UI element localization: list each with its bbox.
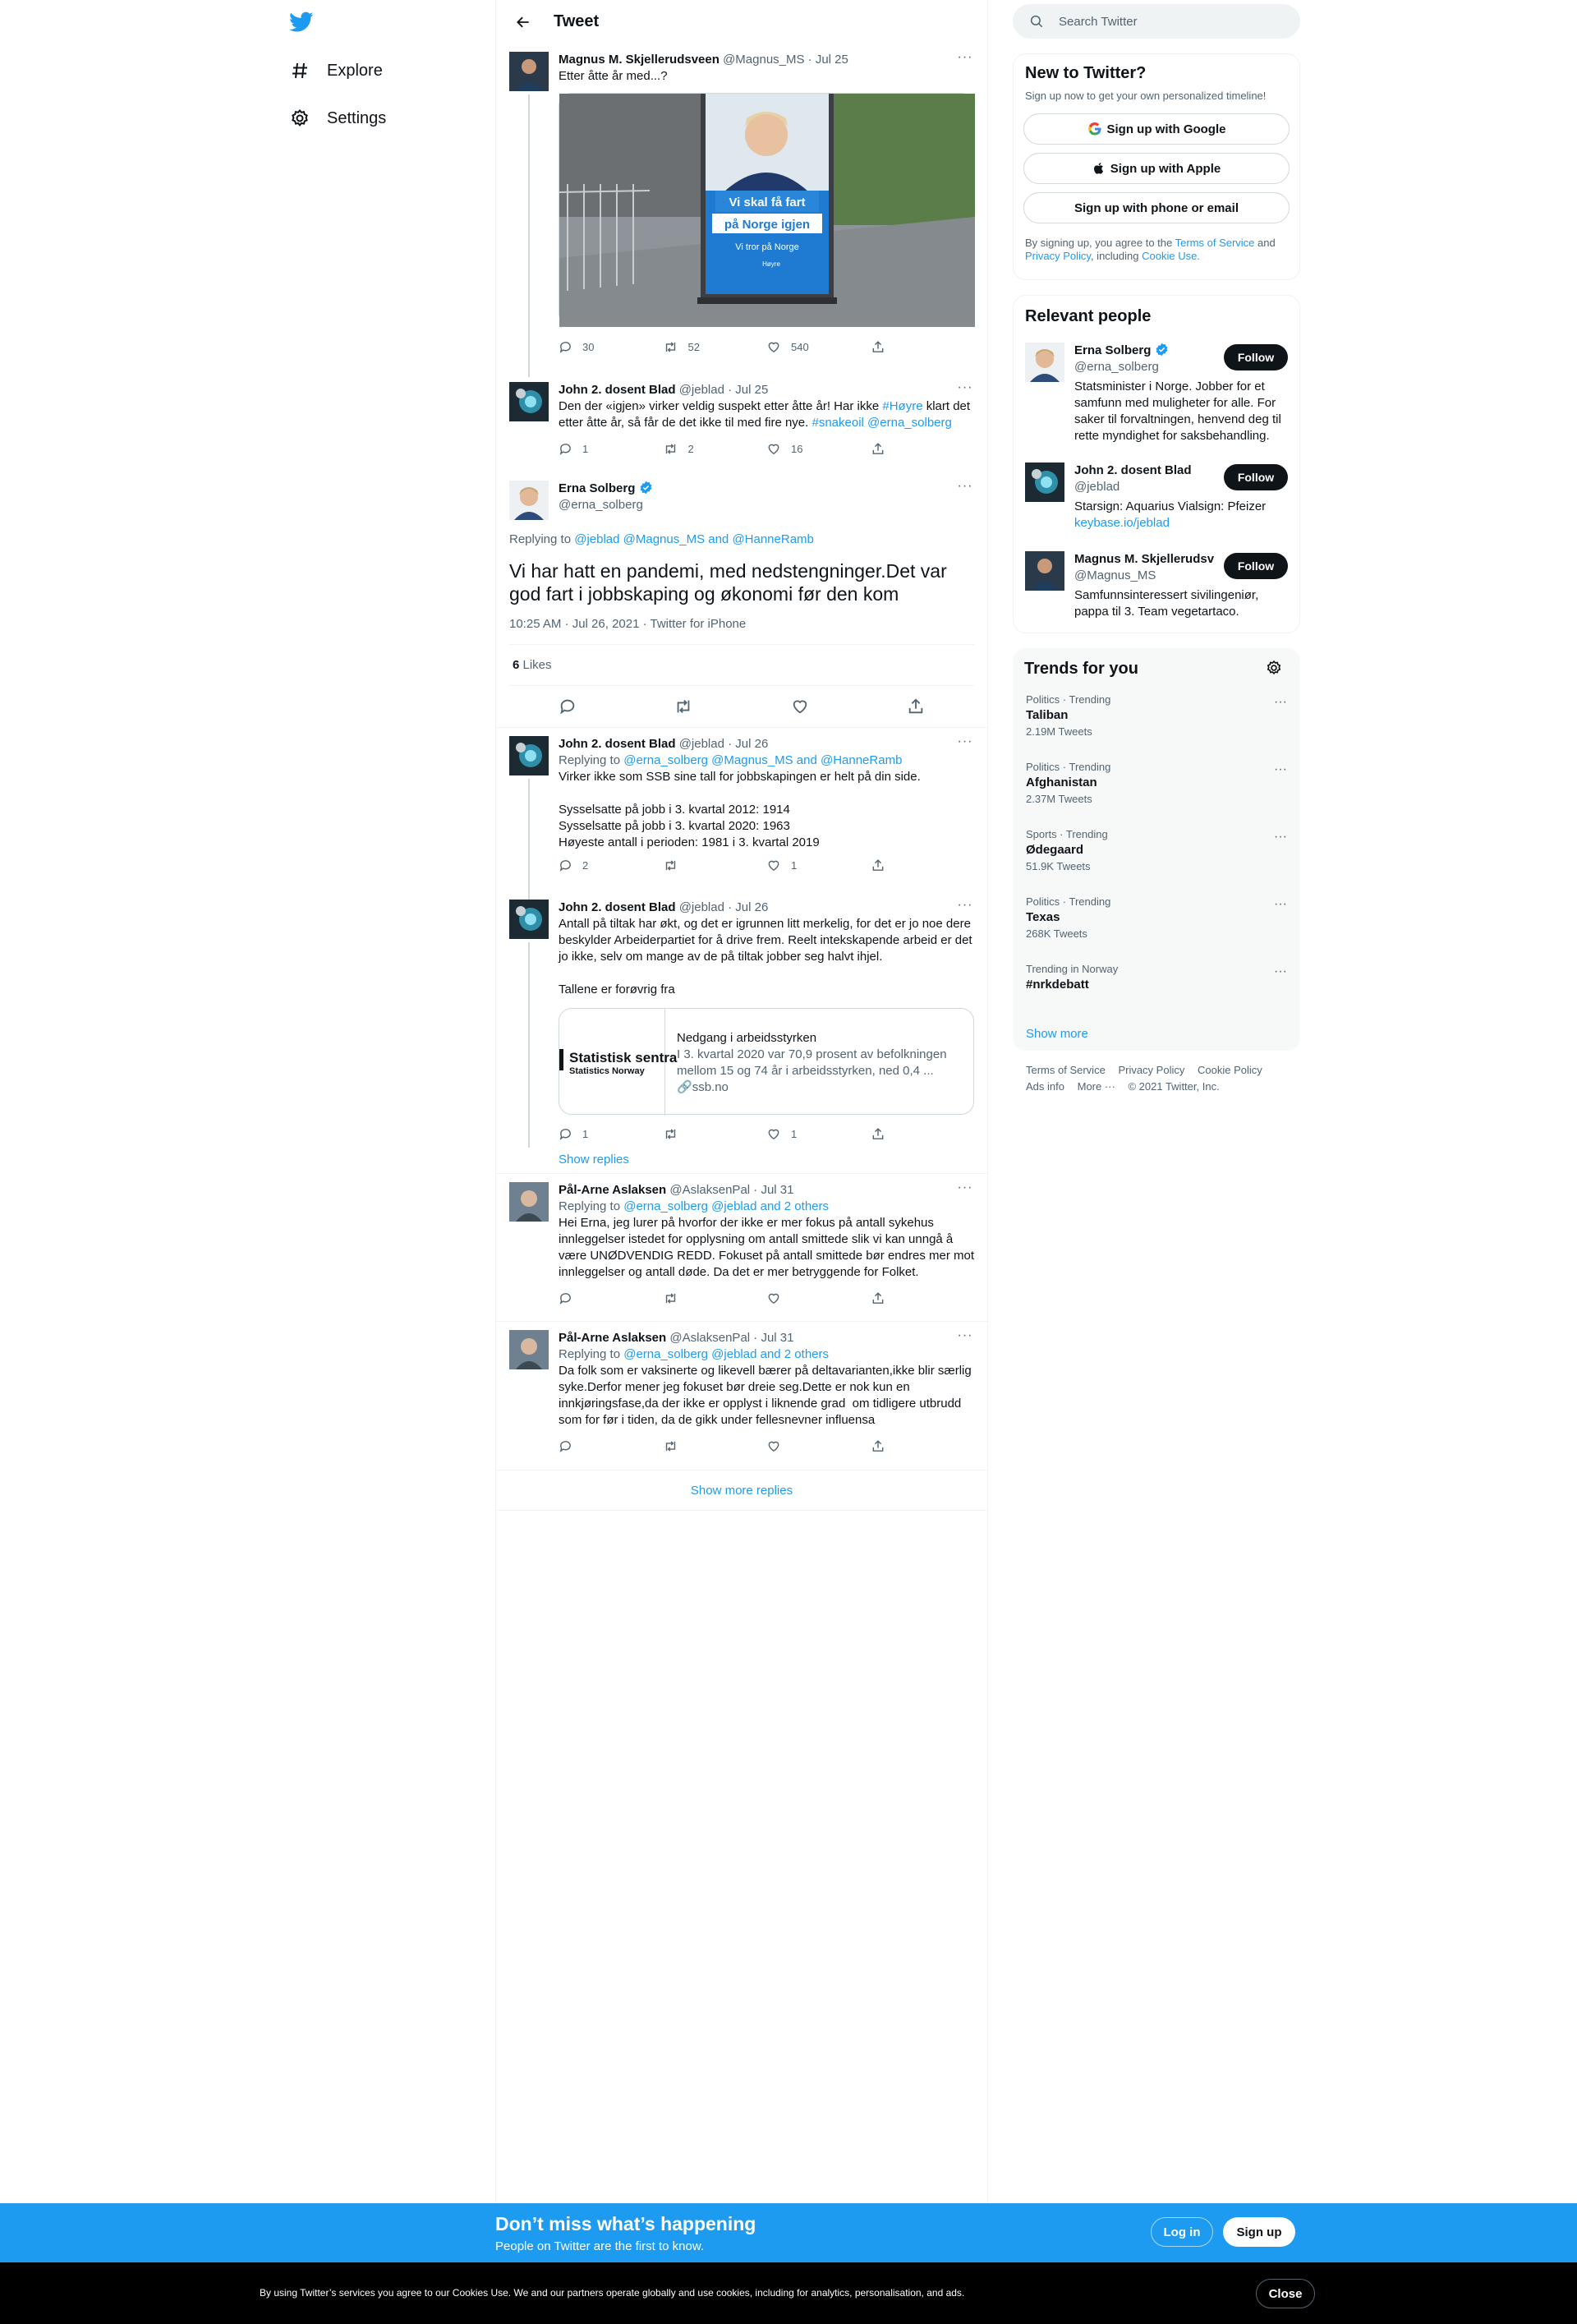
copyright: © 2021 Twitter, Inc.	[1128, 1080, 1220, 1093]
retweet-icon	[663, 340, 678, 354]
more-icon[interactable]: ···	[957, 1180, 973, 1194]
replying-to: Replying to @erna_solberg @jeblad and 2 others	[559, 1347, 829, 1361]
signup-title: New to Twitter?	[1025, 64, 1147, 82]
tweet-text: Hei Erna, jeg lurer på hvorfor der ikke er mer fokus på antall sykehus innleggelser istedet for opplysning om antall smittede slik vi kan unngå å være UNØDVENDIG REDD. Fokuset på antall smittede bør endres mer mot innleggelser og antall døde. Da det er mer betryggende for Folket.	[559, 1216, 978, 1279]
tweet-actions	[559, 1284, 974, 1312]
mention-link[interactable]: @erna_solberg	[867, 416, 952, 430]
follow-button[interactable]: Follow	[1224, 553, 1288, 579]
trend-item[interactable]	[1013, 887, 1300, 955]
show-replies-link[interactable]: Show replies	[496, 1148, 987, 1174]
person-handle: @erna_solberg	[1074, 360, 1159, 374]
thread-connector	[528, 779, 530, 902]
trend-name: #nrkdebatt	[1026, 978, 1089, 992]
trend-count: 268K Tweets	[1026, 927, 1087, 940]
replying-to: Replying to @jeblad @Magnus_MS and @HanneRamb	[509, 532, 814, 546]
twitter-logo-icon[interactable]	[289, 12, 315, 35]
hashtag-icon	[289, 60, 310, 81]
cookie-banner	[0, 2262, 1577, 2324]
avatar[interactable]	[1025, 462, 1064, 502]
trends-show-more[interactable]: Show more	[1026, 1027, 1088, 1041]
follow-button[interactable]: Follow	[1224, 464, 1288, 490]
thread-connector	[528, 94, 530, 377]
reply-icon	[559, 442, 572, 456]
show-more-replies-link[interactable]: Show more replies	[496, 1470, 987, 1511]
retweet-icon	[663, 1291, 678, 1305]
tweet-timestamp[interactable]: 10:25 AM · Jul 26, 2021 · Twitter for iPhone	[509, 617, 974, 645]
retweet-icon	[663, 1127, 678, 1141]
replying-to-links[interactable]: @erna_solberg @jeblad and 2 others	[623, 1347, 829, 1361]
link-card[interactable]	[559, 1008, 974, 1115]
signup-subtitle: Sign up now to get your own personalized timeline!	[1025, 90, 1267, 102]
verified-badge-icon	[639, 481, 653, 495]
share-button[interactable]	[871, 442, 975, 456]
login-button[interactable]: Log in	[1151, 2217, 1213, 2247]
back-arrow-icon[interactable]	[509, 8, 537, 36]
reply-button[interactable]: 1	[559, 442, 663, 456]
card-title: Nedgang i arbeidsstyrken	[677, 1031, 817, 1045]
footer-links	[1013, 1051, 1300, 1107]
heart-icon	[766, 1291, 781, 1305]
signup-terms: By signing up, you agree to the Terms of Service and Privacy Policy, including Cookie Use.	[1025, 237, 1276, 262]
share-icon	[871, 1291, 885, 1305]
tweet-actions	[559, 851, 974, 879]
trend-name: Afghanistan	[1026, 775, 1097, 789]
author-meta[interactable]: @jeblad · Jul 25	[678, 383, 769, 397]
signup-google-button[interactable]: Sign up with Google	[1023, 113, 1290, 145]
more-icon[interactable]: ···	[1274, 964, 1287, 978]
retweet-button[interactable]	[663, 858, 767, 872]
signup-button[interactable]: Sign up	[1223, 2217, 1295, 2247]
trend-name: Texas	[1026, 910, 1060, 924]
more-icon[interactable]: ···	[1274, 830, 1287, 844]
avatar[interactable]	[1025, 551, 1064, 591]
reply-tweet[interactable]	[496, 891, 987, 1148]
trend-name: Ødegaard	[1026, 843, 1084, 857]
page-title: Tweet	[554, 12, 600, 30]
like-button[interactable]	[766, 1439, 871, 1453]
trend-context: Sports · Trending	[1026, 828, 1108, 840]
tweet-actions	[559, 1432, 974, 1460]
share-icon	[871, 1127, 885, 1141]
author-meta[interactable]: @jeblad · Jul 26	[678, 737, 769, 751]
main-column	[495, 0, 988, 2203]
hashtag-link[interactable]: #Høyre	[882, 399, 923, 413]
author-name[interactable]: John 2. dosent Blad	[559, 383, 676, 397]
reply-button[interactable]: 2	[559, 858, 663, 872]
share-icon[interactable]	[907, 697, 925, 716]
gear-icon[interactable]	[1266, 660, 1282, 676]
author-meta[interactable]: @AslaksenPal · Jul 31	[669, 1183, 794, 1197]
likes-summary[interactable]: 6 Likes	[509, 645, 974, 686]
avatar[interactable]	[1025, 343, 1064, 382]
terms-link[interactable]: Terms of Service	[1175, 237, 1255, 249]
share-button[interactable]	[871, 1127, 975, 1141]
nav-explore-label: Explore	[327, 61, 383, 80]
tweet-text: Den der «igjen» virker veldig suspekt etter åtte år! Har ikke #Høyre klart det etter åtte år, så får de det ikke til med fire nye. #snakeoil @erna_solberg	[559, 399, 974, 430]
hashtag-link[interactable]: #snakeoil	[811, 416, 864, 430]
author-name[interactable]: John 2. dosent Blad	[559, 900, 676, 914]
avatar[interactable]	[509, 1330, 549, 1369]
cookie-close-button[interactable]: Close	[1256, 2279, 1315, 2308]
poster-text-3: Vi tror på Norge	[735, 242, 799, 252]
reply-button[interactable]	[559, 1291, 663, 1305]
reply-icon[interactable]	[559, 697, 577, 716]
thread-tweet[interactable]	[496, 44, 987, 374]
avatar[interactable]	[509, 900, 549, 939]
replying-to-links[interactable]: @erna_solberg @Magnus_MS and @HanneRamb	[623, 753, 903, 767]
trend-context: Politics · Trending	[1026, 761, 1111, 773]
reply-icon	[559, 1439, 572, 1453]
cookie-use-link[interactable]: Cookie Use.	[1142, 250, 1200, 262]
card-thumbnail	[559, 1009, 678, 1116]
trend-item[interactable]	[1013, 820, 1300, 887]
like-button[interactable]: 1	[766, 858, 871, 872]
person-handle: @Magnus_MS	[1074, 568, 1156, 582]
more-icon[interactable]: ···	[1274, 897, 1287, 911]
tweet-text: Da folk som er vaksinerte og likevell bærer på deltavarianten,ikke blir særlig syke.Derfor mener jeg fokuset bør dreie seg.Dette er nok kun en innkjøringsfase,da der ikke er opplyst i liknende grad om tidligere utbrudd som for før i tiden, da de gikk under fellesnevner influensa	[559, 1364, 975, 1427]
trend-name: Taliban	[1026, 708, 1069, 722]
signup-phone-button[interactable]: Sign up with phone or email	[1023, 192, 1290, 223]
reply-tweet[interactable]	[496, 1322, 987, 1470]
reply-icon	[559, 1291, 572, 1305]
retweet-icon	[663, 442, 678, 456]
relevant-people-title: Relevant people	[1025, 307, 1152, 325]
like-button[interactable]	[766, 340, 871, 354]
reply-count: 30	[582, 340, 595, 353]
share-icon	[871, 1439, 885, 1453]
cookie-text: By using Twitter’s services you agree to our Cookies Use. We and our partners operate globally and use cookies, including for analytics, personalisation, and ads.	[260, 2287, 965, 2299]
search-input[interactable]	[1013, 4, 1300, 39]
trend-context: Politics · Trending	[1026, 693, 1111, 706]
more-icon[interactable]: ···	[957, 734, 973, 748]
tweet-actions	[509, 686, 974, 727]
footer-link[interactable]: Ads info	[1026, 1080, 1064, 1093]
card-logo-subtext: Statistics Norway	[569, 1066, 645, 1076]
share-icon	[871, 340, 885, 354]
retweet-count: 52	[687, 340, 700, 353]
like-count: 540	[791, 340, 809, 353]
avatar[interactable]	[509, 736, 549, 775]
footer-link[interactable]: Cookie Policy	[1197, 1064, 1262, 1076]
retweet-icon[interactable]	[674, 697, 692, 716]
share-button[interactable]	[871, 858, 975, 872]
nav-settings[interactable]	[289, 102, 386, 135]
trend-count: 2.19M Tweets	[1026, 725, 1092, 738]
tweet-actions	[559, 435, 974, 462]
signup-panel	[1013, 53, 1300, 280]
person-card[interactable]	[1014, 453, 1299, 541]
more-icon[interactable]: ···	[957, 50, 973, 64]
retweet-button[interactable]	[663, 1127, 767, 1141]
search-icon	[1029, 14, 1044, 29]
heart-icon	[766, 1127, 781, 1141]
retweet-button[interactable]	[663, 1439, 767, 1453]
heart-icon	[766, 442, 781, 456]
person-name[interactable]: Erna Solberg	[1074, 343, 1152, 357]
right-sidebar	[1013, 0, 1300, 1107]
tweet-actions	[559, 1120, 974, 1148]
replying-to-links[interactable]: @erna_solberg @jeblad and 2 others	[623, 1199, 829, 1213]
reply-button[interactable]	[559, 340, 663, 354]
more-icon[interactable]: ···	[957, 898, 973, 912]
trend-count: 51.9K Tweets	[1026, 860, 1091, 872]
google-icon	[1087, 122, 1102, 136]
author-name[interactable]: Erna Solberg	[559, 481, 636, 495]
tweet-text: Antall på tiltak har økt, og det er igrunnen litt merkelig, for det er jo noe dere beskylder Arbeiderpartiet for å drive frem. Reelt intekskapende arbeid er det jo ikke, selv om mange av de på tiltak jobber seg halvt ihjel. Tallene er forøvrig fra	[559, 917, 972, 996]
avatar[interactable]	[509, 481, 549, 520]
footer-link[interactable]: More ···	[1077, 1080, 1115, 1093]
tweet-text: Vi har hatt en pandemi, med nedstengninger.Det var god fart i jobbskaping og økonomi før den kom	[509, 560, 947, 605]
heart-icon	[766, 858, 781, 872]
bio-link[interactable]: keybase.io/jeblad	[1074, 516, 1170, 530]
heart-icon	[766, 340, 781, 354]
like-button[interactable]: 1	[766, 1127, 871, 1141]
footer-link[interactable]: Privacy Policy	[1118, 1064, 1185, 1076]
search-placeholder: Search Twitter	[1059, 14, 1138, 29]
card-description: I 3. kvartal 2020 var 70,9 prosent av befolkningen mellom 15 og 74 år i arbeidsstyrken, ned 0,4 ...	[677, 1047, 947, 1078]
trend-context: Trending in Norway	[1026, 963, 1119, 975]
signup-banner	[0, 2203, 1577, 2262]
tweet-photo[interactable]	[559, 93, 974, 326]
banner-subtitle: People on Twitter are the first to know.	[495, 2239, 705, 2253]
replying-to: Replying to @erna_solberg @Magnus_MS and @HanneRamb	[559, 753, 903, 767]
like-button[interactable]: 16	[766, 442, 871, 456]
reply-icon	[559, 340, 572, 354]
trend-count: 2.37M Tweets	[1026, 793, 1092, 805]
person-bio: Samfunnsinteressert sivilingeniør, pappa til 3. Team vegetartaco.	[1074, 588, 1259, 619]
share-icon	[871, 858, 885, 872]
trend-item[interactable]	[1013, 685, 1300, 752]
author-meta[interactable]: @AslaksenPal · Jul 31	[669, 1331, 794, 1345]
author-name[interactable]: Pål-Arne Aslaksen	[559, 1331, 667, 1345]
more-icon[interactable]: ···	[957, 1328, 973, 1342]
share-button[interactable]	[871, 1291, 975, 1305]
person-card[interactable]	[1014, 541, 1299, 630]
more-icon[interactable]: ···	[1274, 695, 1287, 709]
signup-apple-button[interactable]: Sign up with Apple	[1023, 153, 1290, 184]
avatar[interactable]	[509, 52, 549, 91]
author-name[interactable]: Pål-Arne Aslaksen	[559, 1183, 667, 1197]
link-icon: 🔗	[677, 1080, 692, 1094]
more-icon[interactable]: ···	[957, 479, 973, 493]
page-header	[496, 0, 987, 44]
card-domain: ssb.no	[692, 1080, 729, 1094]
author-handle[interactable]: @erna_solberg	[559, 498, 643, 512]
thread-tweet[interactable]	[496, 374, 987, 471]
author-meta[interactable]: @jeblad · Jul 26	[678, 900, 769, 914]
like-button[interactable]	[766, 1291, 871, 1305]
more-icon[interactable]: ···	[957, 380, 973, 394]
reply-icon	[559, 858, 572, 872]
tweet-text: Etter åtte år med...?	[559, 69, 668, 83]
poster-text-2: på Norge igjen	[724, 218, 811, 232]
footer-link[interactable]: Terms of Service	[1026, 1064, 1106, 1076]
relevant-people-panel	[1013, 295, 1300, 633]
nav-settings-label: Settings	[327, 108, 387, 127]
nav-explore[interactable]	[289, 54, 383, 87]
person-name[interactable]: John 2. dosent Blad	[1074, 463, 1192, 477]
person-name[interactable]: Magnus M. Skjellerudsv	[1074, 552, 1215, 566]
retweet-icon	[663, 1439, 678, 1453]
share-button[interactable]	[871, 1439, 975, 1453]
trend-item[interactable]	[1013, 955, 1300, 1022]
avatar[interactable]	[509, 1182, 549, 1222]
trends-title: Trends for you	[1024, 660, 1138, 678]
retweet-button[interactable]: 2	[663, 442, 767, 456]
reply-button[interactable]	[559, 1439, 663, 1453]
heart-icon	[766, 1439, 781, 1453]
trends-panel	[1013, 648, 1300, 1051]
retweet-button[interactable]	[663, 1291, 767, 1305]
trend-context: Politics · Trending	[1026, 895, 1111, 908]
apple-icon	[1092, 161, 1106, 176]
poster-brand: Høyre	[762, 260, 780, 268]
verified-badge-icon	[1155, 343, 1169, 357]
replying-to-links[interactable]: @jeblad @Magnus_MS and @HanneRamb	[574, 532, 814, 546]
reply-icon	[559, 1127, 572, 1141]
focal-tweet	[496, 471, 987, 727]
retweet-icon	[663, 858, 678, 872]
person-bio: Statsminister i Norge. Jobber for et samfunn med muligheter for alle. For saker til forvaltningen, henvend deg til rette myndighet for saksbehandling.	[1074, 380, 1281, 443]
more-icon[interactable]: ···	[1274, 762, 1287, 776]
retweet-button[interactable]	[663, 340, 767, 354]
reply-tweet[interactable]	[496, 728, 987, 891]
replying-to: Replying to @erna_solberg @jeblad and 2 others	[559, 1199, 829, 1213]
tweet-text: Virker ikke som SSB sine tall for jobbskapingen er helt på din side. Sysselsatte på jobb i 3. kvartal 2012: 1914 Sysselsatte på jobb i 3. kvartal 2020: 1963 Høyeste antall i perioden: 1981 i 3. kvartal 2019	[559, 770, 921, 849]
person-bio: Starsign: Aquarius Vialsign: Pfeizer keybase.io/jeblad	[1074, 499, 1267, 530]
avatar[interactable]	[509, 382, 549, 421]
tweet-actions	[559, 333, 974, 361]
author-name[interactable]: Magnus M. Skjellerudsveen	[559, 53, 720, 67]
follow-button[interactable]: Follow	[1224, 344, 1288, 370]
share-icon	[871, 442, 885, 456]
person-card[interactable]	[1014, 333, 1299, 453]
banner-headline: Don’t miss what’s happening	[495, 2213, 756, 2234]
author-meta[interactable]: @Magnus_MS · Jul 25	[723, 53, 848, 67]
person-handle: @jeblad	[1074, 480, 1120, 494]
poster-text-1: Vi skal få fart	[729, 196, 806, 209]
card-logo-text: Statistisk sentra	[569, 1050, 678, 1065]
trend-item[interactable]	[1013, 752, 1300, 820]
reply-button[interactable]: 1	[559, 1127, 663, 1141]
privacy-link[interactable]: Privacy Policy	[1025, 250, 1091, 262]
thread-connector	[528, 942, 530, 1148]
reply-tweet[interactable]	[496, 1174, 987, 1322]
gear-icon	[289, 108, 310, 129]
share-button[interactable]	[871, 340, 975, 354]
author-name[interactable]: John 2. dosent Blad	[559, 737, 676, 751]
heart-icon[interactable]	[791, 697, 809, 716]
